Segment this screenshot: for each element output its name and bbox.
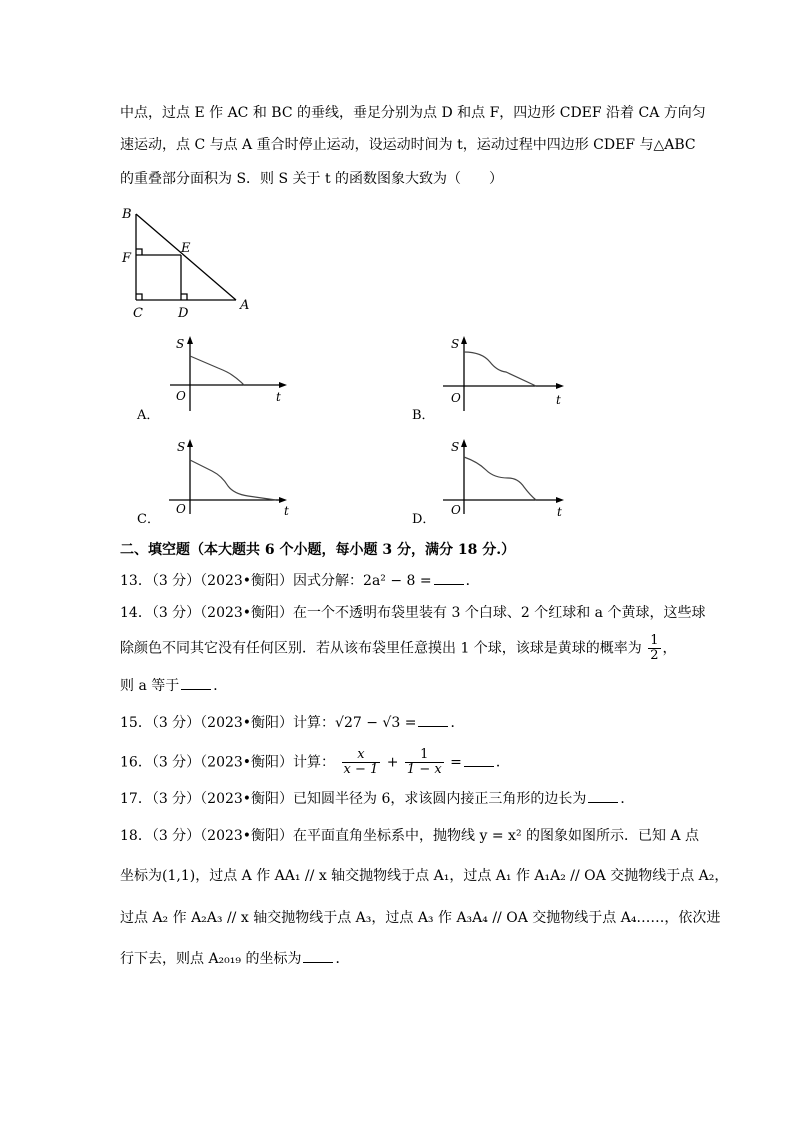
q14-answer-blank[interactable] xyxy=(181,677,211,690)
q16-f2-num: 1 xyxy=(405,748,444,763)
q18-line-1: 18．（3 分）（2023•衡阳）在平面直角坐标系中，抛物线 y = x² 的图象如图所示．已知 A 点 xyxy=(120,828,700,844)
option-b-origin: O xyxy=(451,391,461,405)
q18-answer-blank[interactable] xyxy=(303,950,333,963)
label-F: F xyxy=(122,251,132,266)
option-c-label[interactable]: C． xyxy=(137,512,160,527)
q16-suffix: ． xyxy=(495,754,510,771)
label-C: C xyxy=(133,306,143,321)
section-heading: 二、填空题（本大题共 6 个小题，每小题 3 分，满分 18 分.） xyxy=(120,542,516,558)
q13 xyxy=(120,571,480,591)
option-c-s-label: S xyxy=(177,440,186,454)
q16-f1-den: x − 1 xyxy=(343,762,379,777)
q17 xyxy=(120,789,634,809)
q18-line-4-text: 行下去，则点 A₂₀₁₉ 的坐标为 xyxy=(120,951,302,967)
q14-fraction xyxy=(648,634,660,663)
option-d-origin: O xyxy=(451,503,461,517)
q16-eq: = xyxy=(450,754,462,771)
label-A: A xyxy=(240,298,250,313)
q15-suffix: ． xyxy=(450,715,465,731)
q14-line-2-end: ， xyxy=(662,640,677,657)
label-E: E xyxy=(181,241,191,256)
option-c-t-label: t xyxy=(284,504,289,518)
q14-frac-den: 2 xyxy=(650,648,659,663)
q16-text: 16．（3 分）（2023•衡阳）计算： xyxy=(120,754,336,771)
option-a-t-label: t xyxy=(276,390,281,404)
option-c-origin: O xyxy=(176,502,186,516)
q14-frac-num: 1 xyxy=(650,633,659,648)
q12-line-3: 的重叠部分面积为 S．则 S 关于 t 的函数图象大致为（ ） xyxy=(120,171,504,187)
q18-line-3: 过点 A₂ 作 A₂A₃ // x 轴交抛物线于点 A₃，过点 A₃ 作 A₃A₄ // OA 交抛物线于点 A₄……，依次进 xyxy=(120,910,721,926)
q15 xyxy=(120,713,464,733)
q13-suffix: ． xyxy=(465,573,480,589)
q17-suffix: ． xyxy=(620,791,635,807)
q12-line-2: 速运动，点 C 与点 A 重合时停止运动，设运动时间为 t，运动过程中四边形 CDEF 与△ABC xyxy=(120,137,696,153)
q17-text: 17．（3 分）（2023•衡阳）已知圆半径为 6，求该圆内接正三角形的边长为 xyxy=(120,791,587,807)
q14-line-2 xyxy=(120,634,677,663)
option-b-label[interactable]: B． xyxy=(412,408,435,423)
option-b-t-label: t xyxy=(556,393,561,407)
q16-f1-num: x xyxy=(342,748,381,763)
option-d-t-label: t xyxy=(557,505,562,519)
q14-line-3 xyxy=(120,676,227,696)
option-a-label[interactable]: A． xyxy=(137,408,160,423)
q18-suffix: ． xyxy=(335,951,350,967)
q17-answer-blank[interactable] xyxy=(588,790,618,803)
label-B: B xyxy=(122,207,132,222)
q14-suffix: ． xyxy=(213,678,228,694)
option-b-s-label: S xyxy=(451,337,460,351)
q15-answer-blank[interactable] xyxy=(418,714,448,727)
q16-fraction-1 xyxy=(342,748,381,777)
q16 xyxy=(120,748,510,777)
option-c-graph xyxy=(169,439,289,518)
q12-line-1: 中点，过点 E 作 AC 和 BC 的垂线，垂足分别为点 D 和点 F，四边形 CDEF 沿着 CA 方向匀 xyxy=(120,105,706,121)
option-a-s-label: S xyxy=(176,337,185,351)
q14-line-3-text: 则 a 等于 xyxy=(120,678,180,694)
q16-f2-den: 1 − x xyxy=(406,762,442,777)
q16-answer-blank[interactable] xyxy=(464,754,494,767)
option-a-origin: O xyxy=(176,389,186,403)
option-d-graph xyxy=(443,439,564,519)
option-a-graph xyxy=(170,336,287,411)
q16-plus: + xyxy=(386,754,399,771)
q15-text: 15．（3 分）（2023•衡阳）计算：√27 − √3 = xyxy=(120,715,417,731)
q14-line-1: 14．（3 分）（2023•衡阳）在一个不透明布袋里装有 3 个白球、2 个红球和 a 个黄球，这些球 xyxy=(120,605,706,621)
q13-text: 13．（3 分）（2023•衡阳）因式分解：2a² − 8 = xyxy=(120,573,432,589)
option-b-graph xyxy=(443,336,564,411)
q14-line-2-text: 除颜色不同其它没有任何区别．若从该布袋里任意摸出 1 个球，该球是黄球的概率为 xyxy=(120,640,642,657)
q16-fraction-2 xyxy=(405,748,444,777)
option-d-s-label: S xyxy=(451,440,460,454)
q18-line-2: 坐标为(1,1)，过点 A 作 AA₁ // x 轴交抛物线于点 A₁，过点 A₁ 作 A₁A₂ // OA 交抛物线于点 A₂， xyxy=(120,868,729,884)
q18-line-4 xyxy=(120,949,349,969)
label-D: D xyxy=(178,306,189,321)
option-d-label[interactable]: D． xyxy=(412,512,436,527)
q13-answer-blank[interactable] xyxy=(434,572,464,585)
